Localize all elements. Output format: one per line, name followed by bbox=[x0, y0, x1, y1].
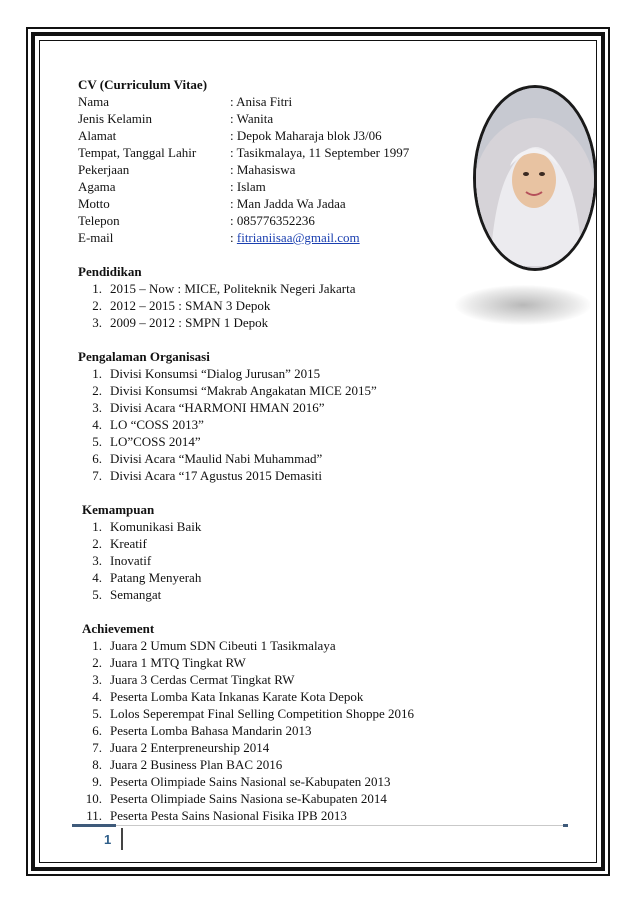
section-heading-organisasi: Pengalaman Organisasi bbox=[78, 349, 210, 364]
field-label-email: E-mail bbox=[78, 230, 114, 245]
list-item-text: Juara 2 Business Plan BAC 2016 bbox=[110, 757, 283, 772]
list-item bbox=[78, 280, 498, 297]
list-item-text: Kreatif bbox=[110, 536, 147, 551]
list-item-text: Juara 2 Umum SDN Cibeuti 1 Tasikmalaya bbox=[110, 638, 336, 653]
list-item-text: Peserta Olimpiade Sains Nasional se-Kabupaten 2013 bbox=[110, 774, 391, 789]
list-item-text: 2015 – Now : MICE, Politeknik Negeri Jakarta bbox=[110, 281, 356, 296]
list-item bbox=[78, 586, 498, 603]
info-row bbox=[78, 127, 498, 144]
kemampuan-list bbox=[78, 518, 498, 603]
list-item bbox=[78, 365, 498, 382]
field-label: Jenis Kelamin bbox=[78, 111, 153, 126]
field-label: Nama bbox=[78, 94, 110, 109]
list-item bbox=[78, 314, 498, 331]
list-item-text: Divisi Acara “HARMONI HMAN 2016” bbox=[110, 400, 325, 415]
list-item-text: Divisi Acara “17 Agustus 2015 Demasiti bbox=[110, 468, 322, 483]
list-number: 4. bbox=[92, 570, 102, 585]
list-item-text: LO”COSS 2014” bbox=[110, 434, 201, 449]
list-number: 2. bbox=[92, 298, 102, 313]
field-value: : Anisa Fitri bbox=[230, 94, 293, 109]
list-item-text: Divisi Konsumsi “Dialog Jurusan” 2015 bbox=[110, 366, 321, 381]
list-item-text: 2012 – 2015 : SMAN 3 Depok bbox=[110, 298, 271, 313]
list-item bbox=[78, 433, 498, 450]
list-item-text: Divisi Konsumsi “Makrab Angakatan MICE 2015” bbox=[110, 383, 377, 398]
profile-photo bbox=[473, 85, 597, 271]
personal-info bbox=[78, 93, 498, 229]
photo-shadow bbox=[455, 285, 591, 325]
list-number: 8. bbox=[92, 757, 102, 772]
list-number: 3. bbox=[92, 672, 102, 687]
field-label: Agama bbox=[78, 179, 116, 194]
email-prefix: : bbox=[230, 230, 237, 245]
field-value: : Wanita bbox=[230, 111, 274, 126]
field-label: Alamat bbox=[78, 128, 117, 143]
info-row bbox=[78, 178, 498, 195]
list-number: 4. bbox=[92, 417, 102, 432]
field-value: : Depok Maharaja blok J3/06 bbox=[230, 128, 382, 143]
list-number: 1. bbox=[92, 519, 102, 534]
field-value: : 085776352236 bbox=[230, 213, 315, 228]
section-heading-achievement: Achievement bbox=[82, 621, 155, 636]
list-item-text: LO “COSS 2013” bbox=[110, 417, 204, 432]
page-number-divider bbox=[121, 828, 123, 850]
list-item-text: Patang Menyerah bbox=[110, 570, 202, 585]
organisasi-list bbox=[78, 365, 498, 484]
list-number: 3. bbox=[92, 400, 102, 415]
list-item-text: Komunikasi Baik bbox=[110, 519, 202, 534]
list-item bbox=[78, 807, 498, 824]
list-item-text: Peserta Lomba Bahasa Mandarin 2013 bbox=[110, 723, 312, 738]
page-number: 1 bbox=[104, 832, 112, 847]
list-number: 2. bbox=[92, 383, 102, 398]
list-item bbox=[78, 467, 498, 484]
cv-title: CV (Curriculum Vitae) bbox=[78, 77, 208, 92]
list-item-text: 2009 – 2012 : SMPN 1 Depok bbox=[110, 315, 269, 330]
list-number: 5. bbox=[92, 434, 102, 449]
list-item bbox=[78, 790, 498, 807]
list-item bbox=[78, 552, 498, 569]
info-row bbox=[78, 144, 498, 161]
cv-content bbox=[78, 76, 498, 824]
list-item bbox=[78, 739, 498, 756]
list-number: 6. bbox=[92, 451, 102, 466]
list-number: 6. bbox=[92, 723, 102, 738]
list-number: 11. bbox=[86, 808, 102, 823]
list-number: 5. bbox=[92, 706, 102, 721]
profile-photo-frame bbox=[473, 85, 593, 267]
list-item bbox=[78, 297, 498, 314]
field-label: Pekerjaan bbox=[78, 162, 130, 177]
list-item-text: Lolos Seperempat Final Selling Competition Shoppe 2016 bbox=[110, 706, 415, 721]
list-item-text: Peserta Pesta Sains Nasional Fisika IPB 2013 bbox=[110, 808, 347, 823]
list-number: 10. bbox=[85, 791, 102, 806]
list-number: 9. bbox=[92, 774, 102, 789]
field-label: Telepon bbox=[78, 213, 120, 228]
list-item bbox=[78, 637, 498, 654]
list-item bbox=[78, 773, 498, 790]
list-number: 4. bbox=[92, 689, 102, 704]
list-item bbox=[78, 535, 498, 552]
info-row bbox=[78, 110, 498, 127]
list-item-text: Peserta Lomba Kata Inkanas Karate Kota Depok bbox=[110, 689, 364, 704]
list-number: 1. bbox=[92, 281, 102, 296]
list-item bbox=[78, 654, 498, 671]
list-item bbox=[78, 518, 498, 535]
field-label: Tempat, Tanggal Lahir bbox=[78, 145, 197, 160]
field-value: : Mahasiswa bbox=[230, 162, 296, 177]
list-item bbox=[78, 569, 498, 586]
list-item bbox=[78, 450, 498, 467]
list-number: 1. bbox=[92, 366, 102, 381]
list-number: 2. bbox=[92, 655, 102, 670]
list-item bbox=[78, 671, 498, 688]
list-item-text: Semangat bbox=[110, 587, 162, 602]
list-item bbox=[78, 399, 498, 416]
list-number: 3. bbox=[92, 315, 102, 330]
list-number: 3. bbox=[92, 553, 102, 568]
email-link[interactable]: fitrianiisaa@gmail.com bbox=[236, 230, 360, 245]
list-number: 7. bbox=[92, 740, 102, 755]
list-item-text: Juara 2 Enterpreneurship 2014 bbox=[110, 740, 270, 755]
list-item-text: Divisi Acara “Maulid Nabi Muhammad” bbox=[110, 451, 323, 466]
info-row bbox=[78, 195, 498, 212]
field-value: : Tasikmalaya, 11 September 1997 bbox=[230, 145, 410, 160]
field-value: : Man Jadda Wa Jadaa bbox=[230, 196, 346, 211]
list-item bbox=[78, 756, 498, 773]
list-item-text: Inovatif bbox=[110, 553, 152, 568]
achievement-list bbox=[78, 637, 498, 824]
section-heading-pendidikan: Pendidikan bbox=[78, 264, 142, 279]
list-number: 1. bbox=[92, 638, 102, 653]
list-number: 2. bbox=[92, 536, 102, 551]
pendidikan-list bbox=[78, 280, 498, 331]
info-row bbox=[78, 212, 498, 229]
list-item bbox=[78, 722, 498, 739]
list-item bbox=[78, 705, 498, 722]
email-row bbox=[78, 229, 498, 246]
list-item bbox=[78, 382, 498, 399]
field-value-email bbox=[230, 229, 360, 246]
list-number: 7. bbox=[92, 468, 102, 483]
footer-rule bbox=[75, 825, 565, 826]
list-item-text: Juara 1 MTQ Tingkat RW bbox=[110, 655, 246, 670]
field-label: Motto bbox=[78, 196, 110, 211]
list-item bbox=[78, 688, 498, 705]
list-number: 5. bbox=[92, 587, 102, 602]
field-value: : Islam bbox=[230, 179, 266, 194]
list-item-text: Peserta Olimpiade Sains Nasiona se-Kabupaten 2014 bbox=[110, 791, 387, 806]
section-heading-kemampuan: Kemampuan bbox=[82, 502, 155, 517]
list-item-text: Juara 3 Cerdas Cermat Tingkat RW bbox=[110, 672, 295, 687]
portrait-illustration bbox=[476, 88, 594, 268]
list-item bbox=[78, 416, 498, 433]
info-row bbox=[78, 93, 498, 110]
info-row bbox=[78, 161, 498, 178]
